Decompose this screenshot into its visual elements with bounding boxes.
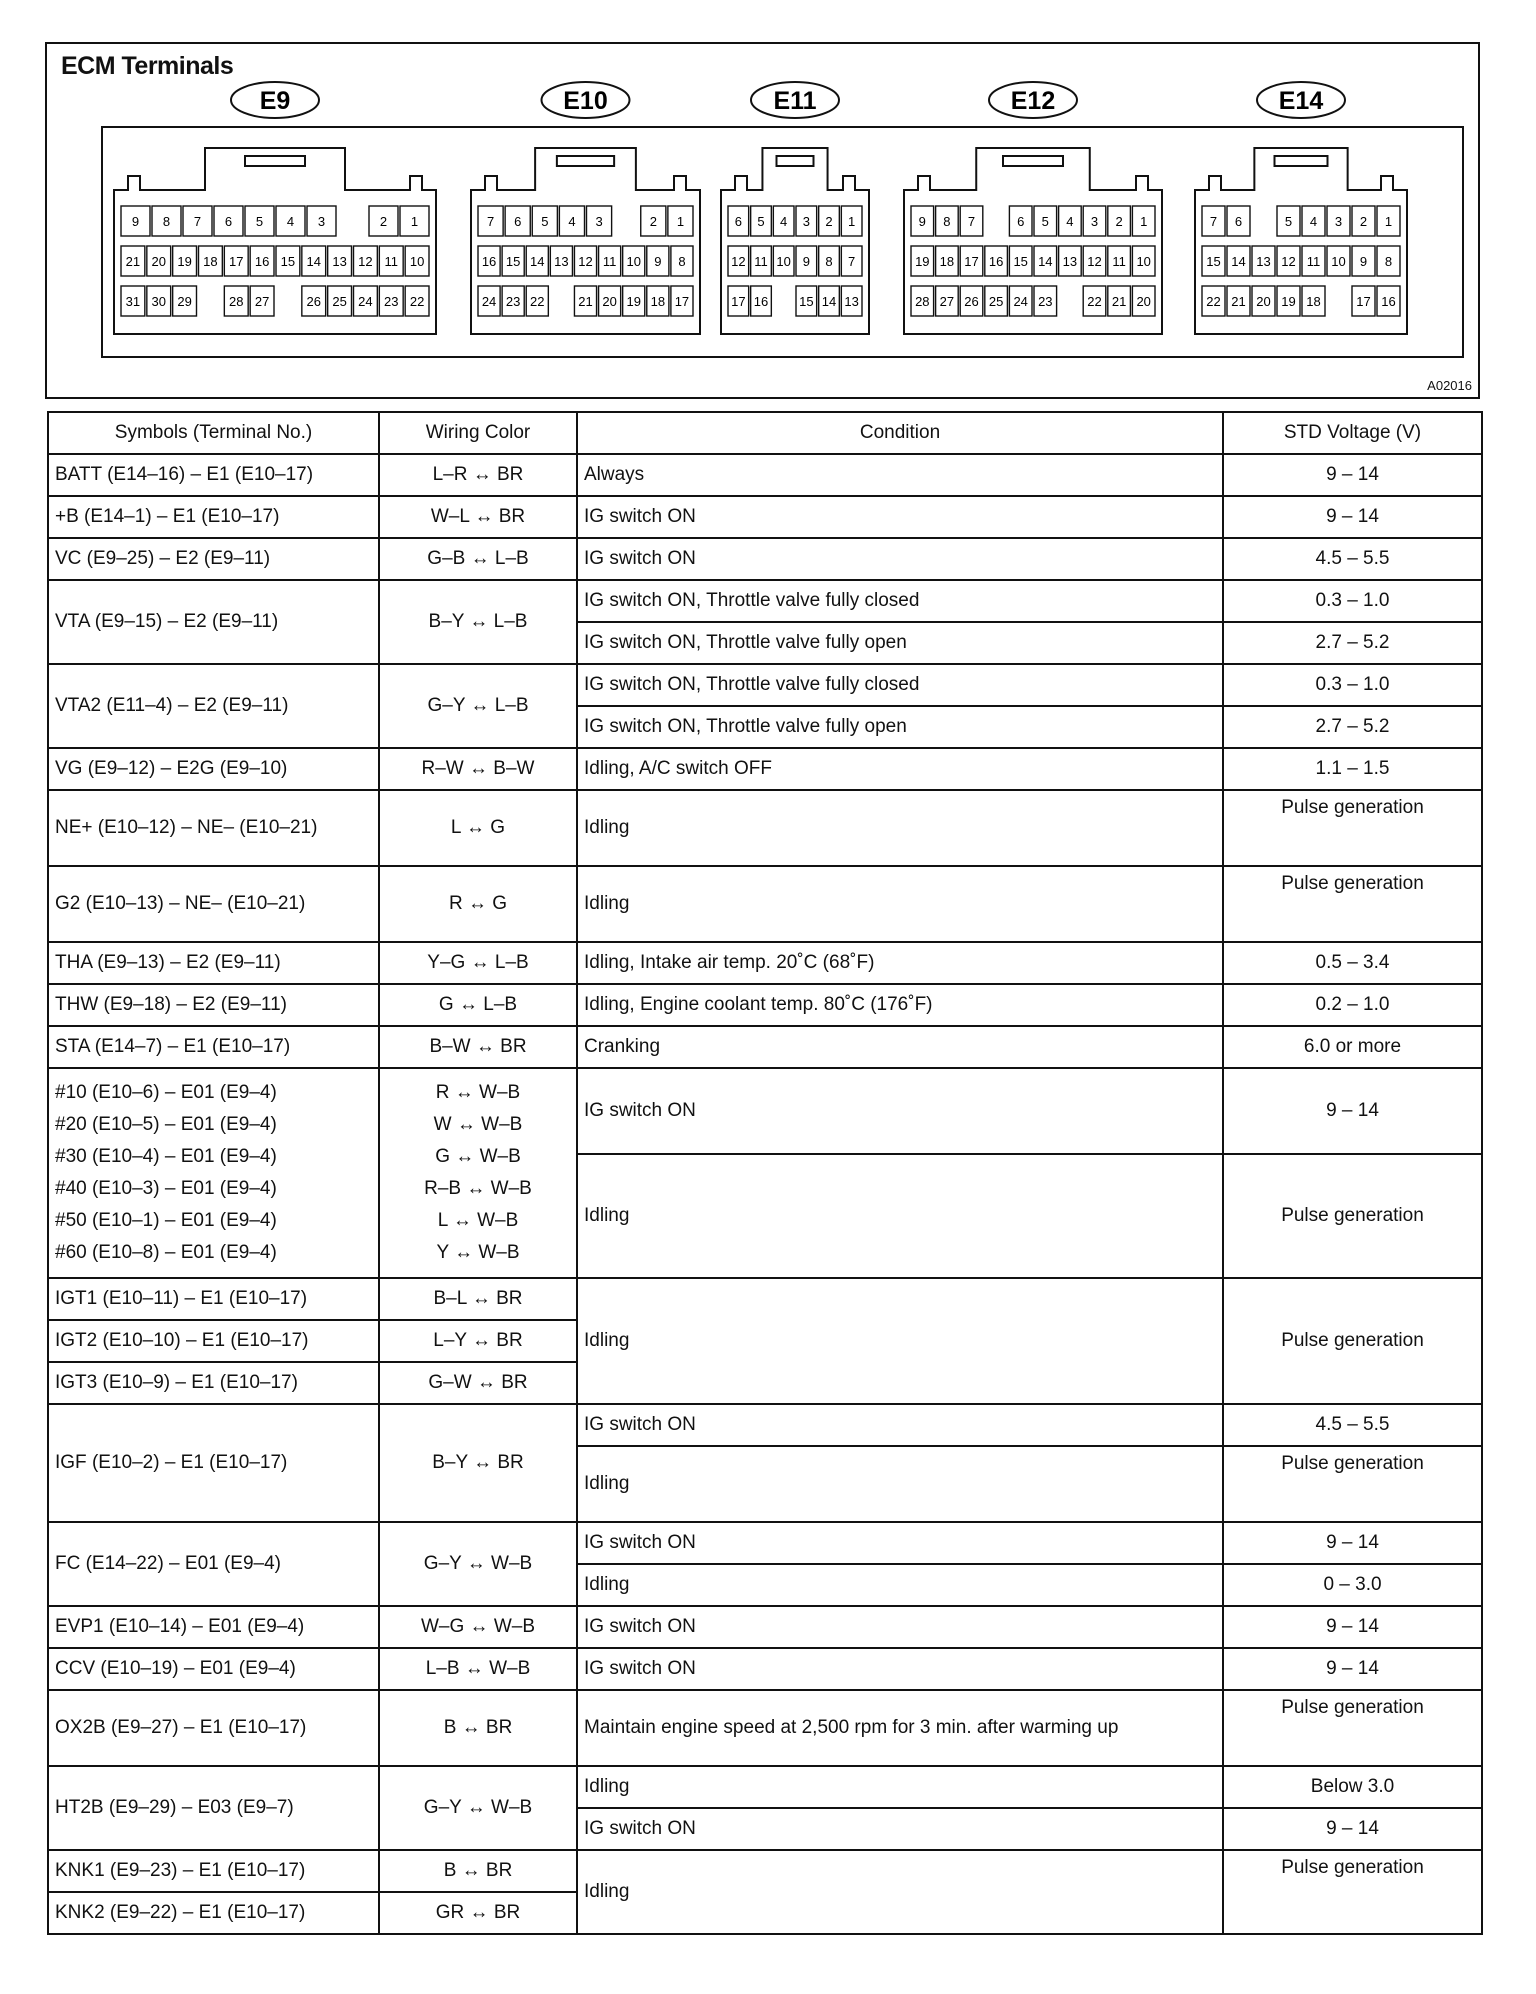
pin-number: 9 <box>131 214 140 229</box>
cell-condition: Idling <box>577 1446 1223 1522</box>
connector-drawings <box>47 44 1478 397</box>
pin-number: 11 <box>384 254 398 269</box>
pin-number: 7 <box>848 254 856 269</box>
pin-number: 19 <box>915 254 930 269</box>
cell-symbol: THA (E9–13) – E2 (E9–11) <box>48 942 379 984</box>
cell-voltage: Pulse generation <box>1223 1154 1482 1278</box>
connector-label: E12 <box>1010 87 1056 115</box>
table-row <box>48 942 1482 984</box>
ecm-terminals-diagram <box>45 42 1480 399</box>
connector-label: E14 <box>1278 87 1324 115</box>
cell-voltage: Pulse generation <box>1223 1278 1482 1404</box>
pin-number: 2 <box>1115 214 1123 229</box>
pin-number: 7 <box>967 214 976 229</box>
pin-number: 19 <box>177 254 192 269</box>
pin-number: 2 <box>825 214 833 229</box>
cell-condition: Idling, Engine coolant temp. 80˚C (176˚F) <box>577 984 1223 1026</box>
table-row <box>48 538 1482 580</box>
pin-number: 24 <box>358 294 373 309</box>
pin-number: 11 <box>1306 254 1321 269</box>
cell-condition: IG switch ON, Throttle valve fully closed <box>577 580 1223 622</box>
cell-symbol: KNK1 (E9–23) – E1 (E10–17) <box>48 1850 379 1892</box>
cell-voltage: 2.7 – 5.2 <box>1223 706 1482 748</box>
cell-symbol: STA (E14–7) – E1 (E10–17) <box>48 1026 379 1068</box>
cell-wiring: L–Y ↔ BR <box>379 1320 577 1362</box>
cell-voltage: Pulse generation <box>1223 1690 1482 1766</box>
table-row <box>48 866 1482 942</box>
pin-number: 21 <box>125 254 141 269</box>
cell-symbol: BATT (E14–16) – E1 (E10–17) <box>48 454 379 496</box>
table-header-row <box>48 412 1482 454</box>
pin-number: 14 <box>1038 254 1053 269</box>
cell-symbol: IGF (E10–2) – E1 (E10–17) <box>48 1404 379 1522</box>
connector-latch <box>1275 156 1328 166</box>
connector-e12 <box>904 82 1162 334</box>
connector-label: E10 <box>563 87 608 115</box>
pin-number: 18 <box>939 254 955 269</box>
pin-number: 1 <box>410 214 419 229</box>
cell-condition: IG switch ON <box>577 1808 1223 1850</box>
cell-voltage: 9 – 14 <box>1223 454 1482 496</box>
cell-voltage: 0.5 – 3.4 <box>1223 942 1482 984</box>
cell-condition: IG switch ON <box>577 1404 1223 1446</box>
pin-number: 6 <box>1017 214 1025 229</box>
table-row <box>48 1690 1482 1766</box>
cell-wiring: W–G ↔ W–B <box>379 1606 577 1648</box>
cell-voltage: 0.3 – 1.0 <box>1223 664 1482 706</box>
pin-number: 2 <box>1359 214 1368 229</box>
pin-number: 17 <box>1356 294 1371 309</box>
cell-voltage: Pulse generation <box>1223 1446 1482 1522</box>
cell-voltage: 0.2 – 1.0 <box>1223 984 1482 1026</box>
cell-condition: Idling <box>577 1766 1223 1808</box>
pin-number: 21 <box>1231 294 1246 309</box>
pin-number: 17 <box>964 254 979 269</box>
pin-number: 14 <box>821 294 837 309</box>
pin-number: 8 <box>162 214 171 229</box>
pin-number: 8 <box>678 254 686 269</box>
pin-number: 15 <box>1206 254 1221 269</box>
cell-wiring: G ↔ L–B <box>379 984 577 1026</box>
pin-number: 15 <box>280 254 296 269</box>
pin-number: 5 <box>1284 214 1293 229</box>
pin-number: 10 <box>626 254 641 269</box>
pin-number: 17 <box>229 254 244 269</box>
pin-number: 4 <box>780 214 788 229</box>
cell-condition: IG switch ON <box>577 1068 1223 1154</box>
cell-condition: Idling, A/C switch OFF <box>577 748 1223 790</box>
pin-number: 29 <box>177 294 192 309</box>
cell-wiring: G–Y ↔ W–B <box>379 1522 577 1606</box>
connector-latch <box>1003 156 1063 166</box>
pin-number: 4 <box>286 214 295 229</box>
pin-number: 23 <box>1038 294 1053 309</box>
cell-voltage: 4.5 – 5.5 <box>1223 1404 1482 1446</box>
cell-symbol: IGT2 (E10–10) – E1 (E10–17) <box>48 1320 379 1362</box>
pin-number: 12 <box>731 254 746 269</box>
cell-symbol: IGT1 (E10–11) – E1 (E10–17) <box>48 1278 379 1320</box>
cell-voltage: 6.0 or more <box>1223 1026 1482 1068</box>
cell-condition: IG switch ON <box>577 538 1223 580</box>
pin-number: 21 <box>578 294 593 309</box>
pin-number: 18 <box>1306 294 1321 309</box>
pin-number: 5 <box>255 214 264 229</box>
cell-wiring: G–W ↔ BR <box>379 1362 577 1404</box>
pin-number: 1 <box>1384 214 1393 229</box>
header-std-voltage: STD Voltage (V) <box>1223 412 1482 454</box>
pin-number: 19 <box>626 294 641 309</box>
pin-number: 22 <box>1087 294 1102 309</box>
pin-number: 11 <box>1112 254 1126 269</box>
cell-condition: Maintain engine speed at 2,500 rpm for 3 min. after warming up <box>577 1690 1223 1766</box>
cell-condition: IG switch ON <box>577 1606 1223 1648</box>
cell-voltage: 4.5 – 5.5 <box>1223 538 1482 580</box>
cell-symbol: THW (E9–18) – E2 (E9–11) <box>48 984 379 1026</box>
cell-voltage: Pulse generation <box>1223 790 1482 866</box>
pin-number: 23 <box>505 294 521 309</box>
pin-number: 14 <box>306 254 321 269</box>
pin-number: 15 <box>505 254 521 269</box>
table-row <box>48 790 1482 866</box>
pin-number: 22 <box>1206 294 1221 309</box>
cell-condition: IG switch ON, Throttle valve fully open <box>577 706 1223 748</box>
pin-number: 22 <box>530 294 545 309</box>
table-row <box>48 1404 1482 1446</box>
pin-number: 20 <box>1256 294 1271 309</box>
cell-symbol: G2 (E10–13) – NE– (E10–21) <box>48 866 379 942</box>
cell-wiring-injectors: R ↔ W–B W ↔ W–B G ↔ W–B R–B ↔ W–B L ↔ W–B Y ↔ W–B <box>379 1068 577 1278</box>
pin-number: 12 <box>578 254 593 269</box>
pin-number: 13 <box>1062 254 1078 269</box>
pin-number: 25 <box>332 294 347 309</box>
cell-wiring: B–Y ↔ BR <box>379 1404 577 1522</box>
diagram-reference-code: A02016 <box>1427 378 1472 393</box>
cell-condition: Idling <box>577 1154 1223 1278</box>
cell-symbol-injectors: #10 (E10–6) – E01 (E9–4) #20 (E10–5) – E01 (E9–4) #30 (E10–4) – E01 (E9–4) #40 (E10–3) – E01 (E9–4) #50 (E10–1) – E01 (E9–4) #60 (E10–8) – E01 (E9–4) <box>48 1068 379 1278</box>
cell-wiring: B–L ↔ BR <box>379 1278 577 1320</box>
cell-symbol: HT2B (E9–29) – E03 (E9–7) <box>48 1766 379 1850</box>
cell-symbol: VC (E9–25) – E2 (E9–11) <box>48 538 379 580</box>
pin-number: 16 <box>1381 294 1396 309</box>
cell-symbol: +B (E14–1) – E1 (E10–17) <box>48 496 379 538</box>
pin-number: 12 <box>1281 254 1296 269</box>
pin-number: 13 <box>844 294 859 309</box>
cell-symbol: NE+ (E10–12) – NE– (E10–21) <box>48 790 379 866</box>
pin-number: 16 <box>254 254 270 269</box>
pin-number: 11 <box>754 254 768 269</box>
cell-wiring: G–B ↔ L–B <box>379 538 577 580</box>
pin-number: 13 <box>554 254 569 269</box>
connector-latch <box>557 156 614 166</box>
pin-number: 1 <box>676 214 685 229</box>
cell-symbol: IGT3 (E10–9) – E1 (E10–17) <box>48 1362 379 1404</box>
pin-number: 5 <box>1041 214 1049 229</box>
cell-condition: Idling <box>577 1564 1223 1606</box>
cell-wiring: L–R ↔ BR <box>379 454 577 496</box>
table-row <box>48 1850 1482 1892</box>
cell-condition: IG switch ON, Throttle valve fully open <box>577 622 1223 664</box>
pin-number: 13 <box>332 254 347 269</box>
cell-symbol: EVP1 (E10–14) – E01 (E9–4) <box>48 1606 379 1648</box>
table-row <box>48 664 1482 706</box>
pin-number: 9 <box>1359 254 1368 269</box>
pin-number: 8 <box>825 254 833 269</box>
pin-number: 5 <box>541 214 549 229</box>
pin-number: 9 <box>918 214 926 229</box>
pin-number: 17 <box>674 294 690 309</box>
pin-number: 4 <box>1066 214 1074 229</box>
cell-condition: Cranking <box>577 1026 1223 1068</box>
header-condition: Condition <box>577 412 1223 454</box>
pin-number: 6 <box>514 214 522 229</box>
cell-voltage: Pulse generation <box>1223 866 1482 942</box>
pin-number: 1 <box>1140 214 1148 229</box>
cell-condition: IG switch ON <box>577 1648 1223 1690</box>
table-row <box>48 748 1482 790</box>
pin-number: 6 <box>224 214 233 229</box>
cell-symbol: VTA (E9–15) – E2 (E9–11) <box>48 580 379 664</box>
table-row <box>48 984 1482 1026</box>
cell-wiring: G–Y ↔ W–B <box>379 1766 577 1850</box>
pin-number: 2 <box>379 214 388 229</box>
pin-number: 15 <box>799 294 814 309</box>
pin-number: 3 <box>595 214 603 229</box>
cell-wiring: R ↔ G <box>379 866 577 942</box>
cell-wiring: B–Y ↔ L–B <box>379 580 577 664</box>
cell-voltage: 9 – 14 <box>1223 1808 1482 1850</box>
pin-number: 6 <box>734 214 742 229</box>
pin-number: 21 <box>1111 294 1127 309</box>
pin-number: 16 <box>753 294 769 309</box>
pin-number: 24 <box>1013 294 1028 309</box>
cell-voltage: 1.1 – 1.5 <box>1223 748 1482 790</box>
cell-wiring: Y–G ↔ L–B <box>379 942 577 984</box>
cell-condition: Idling <box>577 1850 1223 1934</box>
diagram-title: ECM Terminals <box>61 52 234 80</box>
table-row <box>48 1766 1482 1808</box>
pin-number: 4 <box>1309 214 1318 229</box>
pin-number: 8 <box>943 214 951 229</box>
pin-number: 15 <box>1013 254 1028 269</box>
connector-latch <box>777 156 814 166</box>
pin-number: 27 <box>254 294 270 309</box>
cell-symbol: VTA2 (E11–4) – E2 (E9–11) <box>48 664 379 748</box>
pin-number: 19 <box>1281 294 1296 309</box>
cell-voltage: 9 – 14 <box>1223 1648 1482 1690</box>
cell-symbol: KNK2 (E9–22) – E1 (E10–17) <box>48 1892 379 1934</box>
cell-voltage: 9 – 14 <box>1223 1522 1482 1564</box>
pin-number: 3 <box>317 214 326 229</box>
cell-condition: Idling <box>577 790 1223 866</box>
terminal-voltage-table <box>47 411 1483 1935</box>
cell-condition: IG switch ON, Throttle valve fully closed <box>577 664 1223 706</box>
table-row <box>48 580 1482 622</box>
cell-wiring: L ↔ G <box>379 790 577 866</box>
pin-number: 20 <box>602 294 617 309</box>
pin-number: 13 <box>1256 254 1271 269</box>
connector-latch <box>245 156 305 166</box>
cell-voltage: 2.7 – 5.2 <box>1223 622 1482 664</box>
pin-number: 26 <box>964 294 979 309</box>
cell-wiring: R–W ↔ B–W <box>379 748 577 790</box>
connector-e10 <box>471 82 700 334</box>
table-row <box>48 454 1482 496</box>
cell-voltage: Pulse generation <box>1223 1850 1482 1934</box>
pin-number: 16 <box>481 254 497 269</box>
pin-number: 22 <box>409 294 425 309</box>
pin-number: 9 <box>802 254 810 269</box>
pin-number: 1 <box>848 214 856 229</box>
pin-number: 3 <box>802 214 810 229</box>
cell-voltage: 9 – 14 <box>1223 1068 1482 1154</box>
pin-number: 7 <box>486 214 495 229</box>
cell-symbol: OX2B (E9–27) – E1 (E10–17) <box>48 1690 379 1766</box>
pin-number: 18 <box>650 294 666 309</box>
cell-symbol: VG (E9–12) – E2G (E9–10) <box>48 748 379 790</box>
pin-number: 4 <box>568 214 576 229</box>
pin-number: 10 <box>409 254 425 269</box>
pin-number: 31 <box>125 294 141 309</box>
pin-number: 27 <box>939 294 955 309</box>
cell-condition: Always <box>577 454 1223 496</box>
connector-e9 <box>114 82 436 334</box>
pin-number: 6 <box>1234 214 1243 229</box>
cell-condition: IG switch ON <box>577 1522 1223 1564</box>
pin-number: 28 <box>229 294 244 309</box>
cell-voltage: 0.3 – 1.0 <box>1223 580 1482 622</box>
cell-voltage: Below 3.0 <box>1223 1766 1482 1808</box>
cell-symbol: CCV (E10–19) – E01 (E9–4) <box>48 1648 379 1690</box>
pin-number: 28 <box>915 294 930 309</box>
connector-e14 <box>1195 82 1407 334</box>
pin-number: 26 <box>306 294 321 309</box>
pin-number: 2 <box>649 214 657 229</box>
pin-number: 10 <box>1331 254 1346 269</box>
pin-number: 24 <box>481 294 497 309</box>
cell-condition: Idling, Intake air temp. 20˚C (68˚F) <box>577 942 1223 984</box>
connector-label: E11 <box>773 87 817 115</box>
connector-e11 <box>721 82 869 334</box>
table-row <box>48 496 1482 538</box>
pin-number: 17 <box>731 294 746 309</box>
pin-number: 9 <box>654 254 662 269</box>
cell-wiring: G–Y ↔ L–B <box>379 664 577 748</box>
table-row <box>48 1278 1482 1320</box>
table-row <box>48 1522 1482 1564</box>
pin-number: 7 <box>1209 214 1218 229</box>
pin-number: 7 <box>193 214 202 229</box>
cell-symbol: FC (E14–22) – E01 (E9–4) <box>48 1522 379 1606</box>
pin-number: 30 <box>151 294 166 309</box>
cell-wiring: GR ↔ BR <box>379 1892 577 1934</box>
pin-number: 20 <box>1136 294 1151 309</box>
pin-number: 14 <box>530 254 545 269</box>
table-row <box>48 1606 1482 1648</box>
pin-number: 5 <box>757 214 765 229</box>
table-row <box>48 1068 1482 1154</box>
pin-number: 12 <box>1087 254 1102 269</box>
header-symbols: Symbols (Terminal No.) <box>48 412 379 454</box>
cell-wiring: L–B ↔ W–B <box>379 1648 577 1690</box>
cell-condition: IG switch ON <box>577 496 1223 538</box>
pin-number: 14 <box>1231 254 1246 269</box>
cell-voltage: 9 – 14 <box>1223 1606 1482 1648</box>
cell-voltage: 9 – 14 <box>1223 496 1482 538</box>
table-row <box>48 1648 1482 1690</box>
cell-wiring: B ↔ BR <box>379 1690 577 1766</box>
cell-condition: Idling <box>577 866 1223 942</box>
cell-voltage: 0 – 3.0 <box>1223 1564 1482 1606</box>
pin-number: 8 <box>1384 254 1393 269</box>
cell-wiring: B ↔ BR <box>379 1850 577 1892</box>
pin-number: 10 <box>776 254 791 269</box>
pin-number: 20 <box>151 254 166 269</box>
pin-number: 11 <box>602 254 617 269</box>
pin-number: 3 <box>1334 214 1343 229</box>
header-wiring-color: Wiring Color <box>379 412 577 454</box>
pin-number: 25 <box>988 294 1004 309</box>
cell-wiring: W–L ↔ BR <box>379 496 577 538</box>
pin-number: 18 <box>203 254 218 269</box>
connector-label: E9 <box>259 87 291 115</box>
cell-condition: Idling <box>577 1278 1223 1404</box>
pin-number: 16 <box>988 254 1004 269</box>
cell-wiring: B–W ↔ BR <box>379 1026 577 1068</box>
table-row <box>48 1026 1482 1068</box>
pin-number: 10 <box>1136 254 1151 269</box>
pin-number: 23 <box>384 294 399 309</box>
pin-number: 3 <box>1090 214 1099 229</box>
pin-number: 12 <box>358 254 373 269</box>
